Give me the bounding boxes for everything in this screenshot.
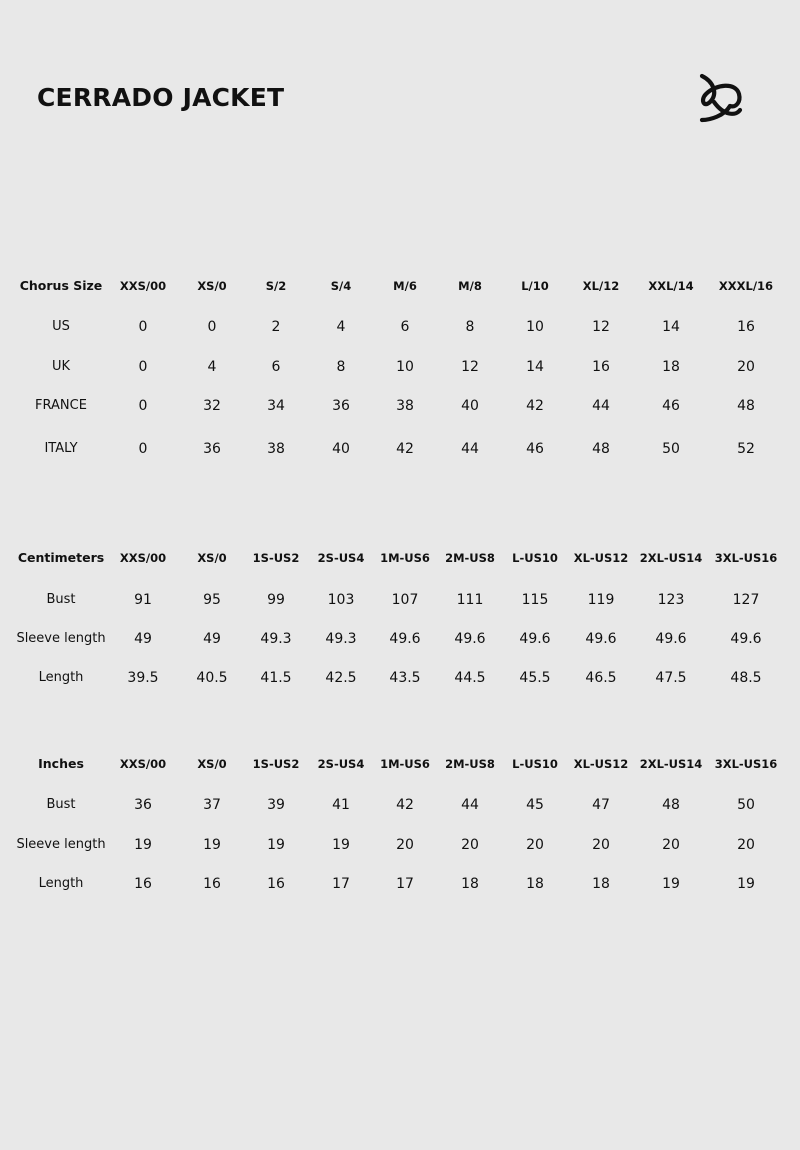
table-cell: 49.6 [454, 631, 486, 647]
table-cell: 49.6 [730, 631, 762, 647]
column-header: L/10 [521, 279, 549, 293]
column-header: S/2 [265, 279, 287, 293]
table-cell: 0 [138, 359, 148, 375]
column-header: XL-US12 [573, 551, 629, 565]
table-cell: 49 [203, 631, 221, 647]
table-cell: 20 [662, 837, 680, 853]
table-cell: 8 [465, 319, 475, 335]
row-label: Sleeve length [16, 837, 106, 852]
table-cell: 115 [521, 592, 549, 608]
table-cell: 0 [138, 398, 148, 414]
table-cell: 44 [592, 398, 610, 414]
column-header: 2M-US8 [445, 551, 495, 565]
page-title: CERRADO JACKET [37, 83, 285, 112]
table-cell: 12 [461, 359, 479, 375]
table-cell: 32 [203, 398, 221, 414]
table-cell: 36 [203, 441, 221, 457]
table-cell: 99 [267, 592, 285, 608]
table-cell: 17 [396, 876, 414, 892]
table-header-row [0, 546, 800, 570]
column-header: 2M-US8 [445, 757, 495, 771]
table-title: Centimeters [17, 550, 105, 565]
table-header-row [0, 274, 800, 298]
table-cell: 20 [737, 837, 755, 853]
row-label: FRANCE [35, 398, 87, 413]
table-cell: 16 [134, 876, 152, 892]
table-cell: 6 [400, 319, 410, 335]
table-cell: 49.3 [325, 631, 357, 647]
column-header: 3XL-US16 [714, 757, 778, 771]
table-cell: 4 [207, 359, 217, 375]
row-label: Length [38, 876, 84, 891]
table-cell: 52 [737, 441, 755, 457]
table-cell: 38 [267, 441, 285, 457]
table-cell: 20 [737, 359, 755, 375]
table-cell: 107 [391, 592, 419, 608]
row-label: ITALY [44, 441, 78, 456]
table-cell: 20 [396, 837, 414, 853]
table-title: Inches [38, 756, 84, 771]
table-cell: 49.6 [585, 631, 617, 647]
table-cell: 44 [461, 797, 479, 813]
table-cell: 16 [267, 876, 285, 892]
table-cell: 46 [526, 441, 544, 457]
table-cell: 39 [267, 797, 285, 813]
table-row [0, 793, 800, 817]
table-cell: 18 [592, 876, 610, 892]
table-row [0, 315, 800, 339]
table-cell: 42 [526, 398, 544, 414]
table-title: Chorus Size [19, 278, 103, 293]
table-cell: 48 [737, 398, 755, 414]
column-header: 1M-US6 [380, 551, 430, 565]
table-cell: 119 [587, 592, 615, 608]
table-cell: 50 [737, 797, 755, 813]
table-cell: 123 [657, 592, 685, 608]
table-cell: 111 [456, 592, 484, 608]
column-header: L-US10 [512, 757, 558, 771]
table-cell: 16 [737, 319, 755, 335]
table-cell: 16 [203, 876, 221, 892]
table-cell: 44 [461, 441, 479, 457]
table-cell: 91 [134, 592, 152, 608]
table-cell: 40 [332, 441, 350, 457]
table-cell: 38 [396, 398, 414, 414]
column-header: XS/0 [197, 279, 227, 293]
table-cell: 41 [332, 797, 350, 813]
table-cell: 36 [134, 797, 152, 813]
table-cell: 8 [336, 359, 346, 375]
table-cell: 48 [592, 441, 610, 457]
table-cell: 18 [662, 359, 680, 375]
table-cell: 40 [461, 398, 479, 414]
table-cell: 17 [332, 876, 350, 892]
table-cell: 18 [461, 876, 479, 892]
table-cell: 19 [203, 837, 221, 853]
table-cell: 46.5 [585, 670, 617, 686]
table-row [0, 437, 800, 461]
table-cell: 10 [396, 359, 414, 375]
table-cell: 19 [662, 876, 680, 892]
column-header: XS/0 [197, 551, 227, 565]
table-cell: 14 [662, 319, 680, 335]
column-header: 2XL-US14 [639, 551, 703, 565]
table-cell: 19 [332, 837, 350, 853]
column-header: M/8 [458, 279, 482, 293]
row-label: Length [38, 670, 84, 685]
column-header: XXS/00 [119, 279, 167, 293]
table-cell: 14 [526, 359, 544, 375]
table-row [0, 666, 800, 690]
table-cell: 49.6 [519, 631, 551, 647]
column-header: 1S-US2 [252, 757, 300, 771]
column-header: XXXL/16 [718, 279, 774, 293]
table-cell: 46 [662, 398, 680, 414]
table-row [0, 394, 800, 418]
table-cell: 49.3 [260, 631, 292, 647]
table-cell: 6 [271, 359, 281, 375]
table-cell: 103 [327, 592, 355, 608]
column-header: XS/0 [197, 757, 227, 771]
table-cell: 12 [592, 319, 610, 335]
column-header: 2S-US4 [317, 551, 365, 565]
column-header: XL/12 [582, 279, 620, 293]
table-cell: 50 [662, 441, 680, 457]
table-cell: 20 [592, 837, 610, 853]
table-cell: 41.5 [260, 670, 292, 686]
table-cell: 44.5 [454, 670, 486, 686]
table-cell: 40.5 [196, 670, 228, 686]
table-cell: 0 [138, 441, 148, 457]
table-cell: 0 [207, 319, 217, 335]
table-cell: 19 [267, 837, 285, 853]
table-header-row [0, 752, 800, 776]
table-cell: 47.5 [655, 670, 687, 686]
table-cell: 4 [336, 319, 346, 335]
column-header: 2XL-US14 [639, 757, 703, 771]
column-header: XL-US12 [573, 757, 629, 771]
row-label: Bust [46, 797, 76, 812]
table-cell: 36 [332, 398, 350, 414]
column-header: 2S-US4 [317, 757, 365, 771]
table-cell: 127 [732, 592, 760, 608]
table-cell: 18 [526, 876, 544, 892]
row-label: Bust [46, 592, 76, 607]
table-row [0, 355, 800, 379]
row-label: Sleeve length [16, 631, 106, 646]
table-cell: 48.5 [730, 670, 762, 686]
table-cell: 43.5 [389, 670, 421, 686]
table-cell: 34 [267, 398, 285, 414]
column-header: XXL/14 [648, 279, 694, 293]
table-cell: 16 [592, 359, 610, 375]
table-cell: 39.5 [127, 670, 159, 686]
table-cell: 2 [271, 319, 281, 335]
table-row [0, 588, 800, 612]
table-cell: 49 [134, 631, 152, 647]
table-cell: 45 [526, 797, 544, 813]
table-cell: 20 [526, 837, 544, 853]
column-header: M/6 [393, 279, 417, 293]
table-cell: 49.6 [389, 631, 421, 647]
table-cell: 10 [526, 319, 544, 335]
chorus-c-logo-icon [696, 72, 746, 124]
table-row [0, 627, 800, 651]
table-cell: 42 [396, 441, 414, 457]
table-row [0, 872, 800, 896]
column-header: 1S-US2 [252, 551, 300, 565]
table-cell: 47 [592, 797, 610, 813]
row-label: UK [51, 359, 71, 374]
table-cell: 49.6 [655, 631, 687, 647]
table-cell: 42.5 [325, 670, 357, 686]
table-cell: 19 [737, 876, 755, 892]
column-header: S/4 [330, 279, 352, 293]
table-cell: 37 [203, 797, 221, 813]
table-cell: 19 [134, 837, 152, 853]
row-label: US [52, 319, 70, 334]
table-cell: 95 [203, 592, 221, 608]
table-cell: 48 [662, 797, 680, 813]
table-cell: 0 [138, 319, 148, 335]
column-header: XXS/00 [119, 757, 167, 771]
table-cell: 42 [396, 797, 414, 813]
column-header: 1M-US6 [380, 757, 430, 771]
table-cell: 20 [461, 837, 479, 853]
column-header: XXS/00 [119, 551, 167, 565]
column-header: L-US10 [512, 551, 558, 565]
column-header: 3XL-US16 [714, 551, 778, 565]
table-cell: 45.5 [519, 670, 551, 686]
table-row [0, 833, 800, 857]
